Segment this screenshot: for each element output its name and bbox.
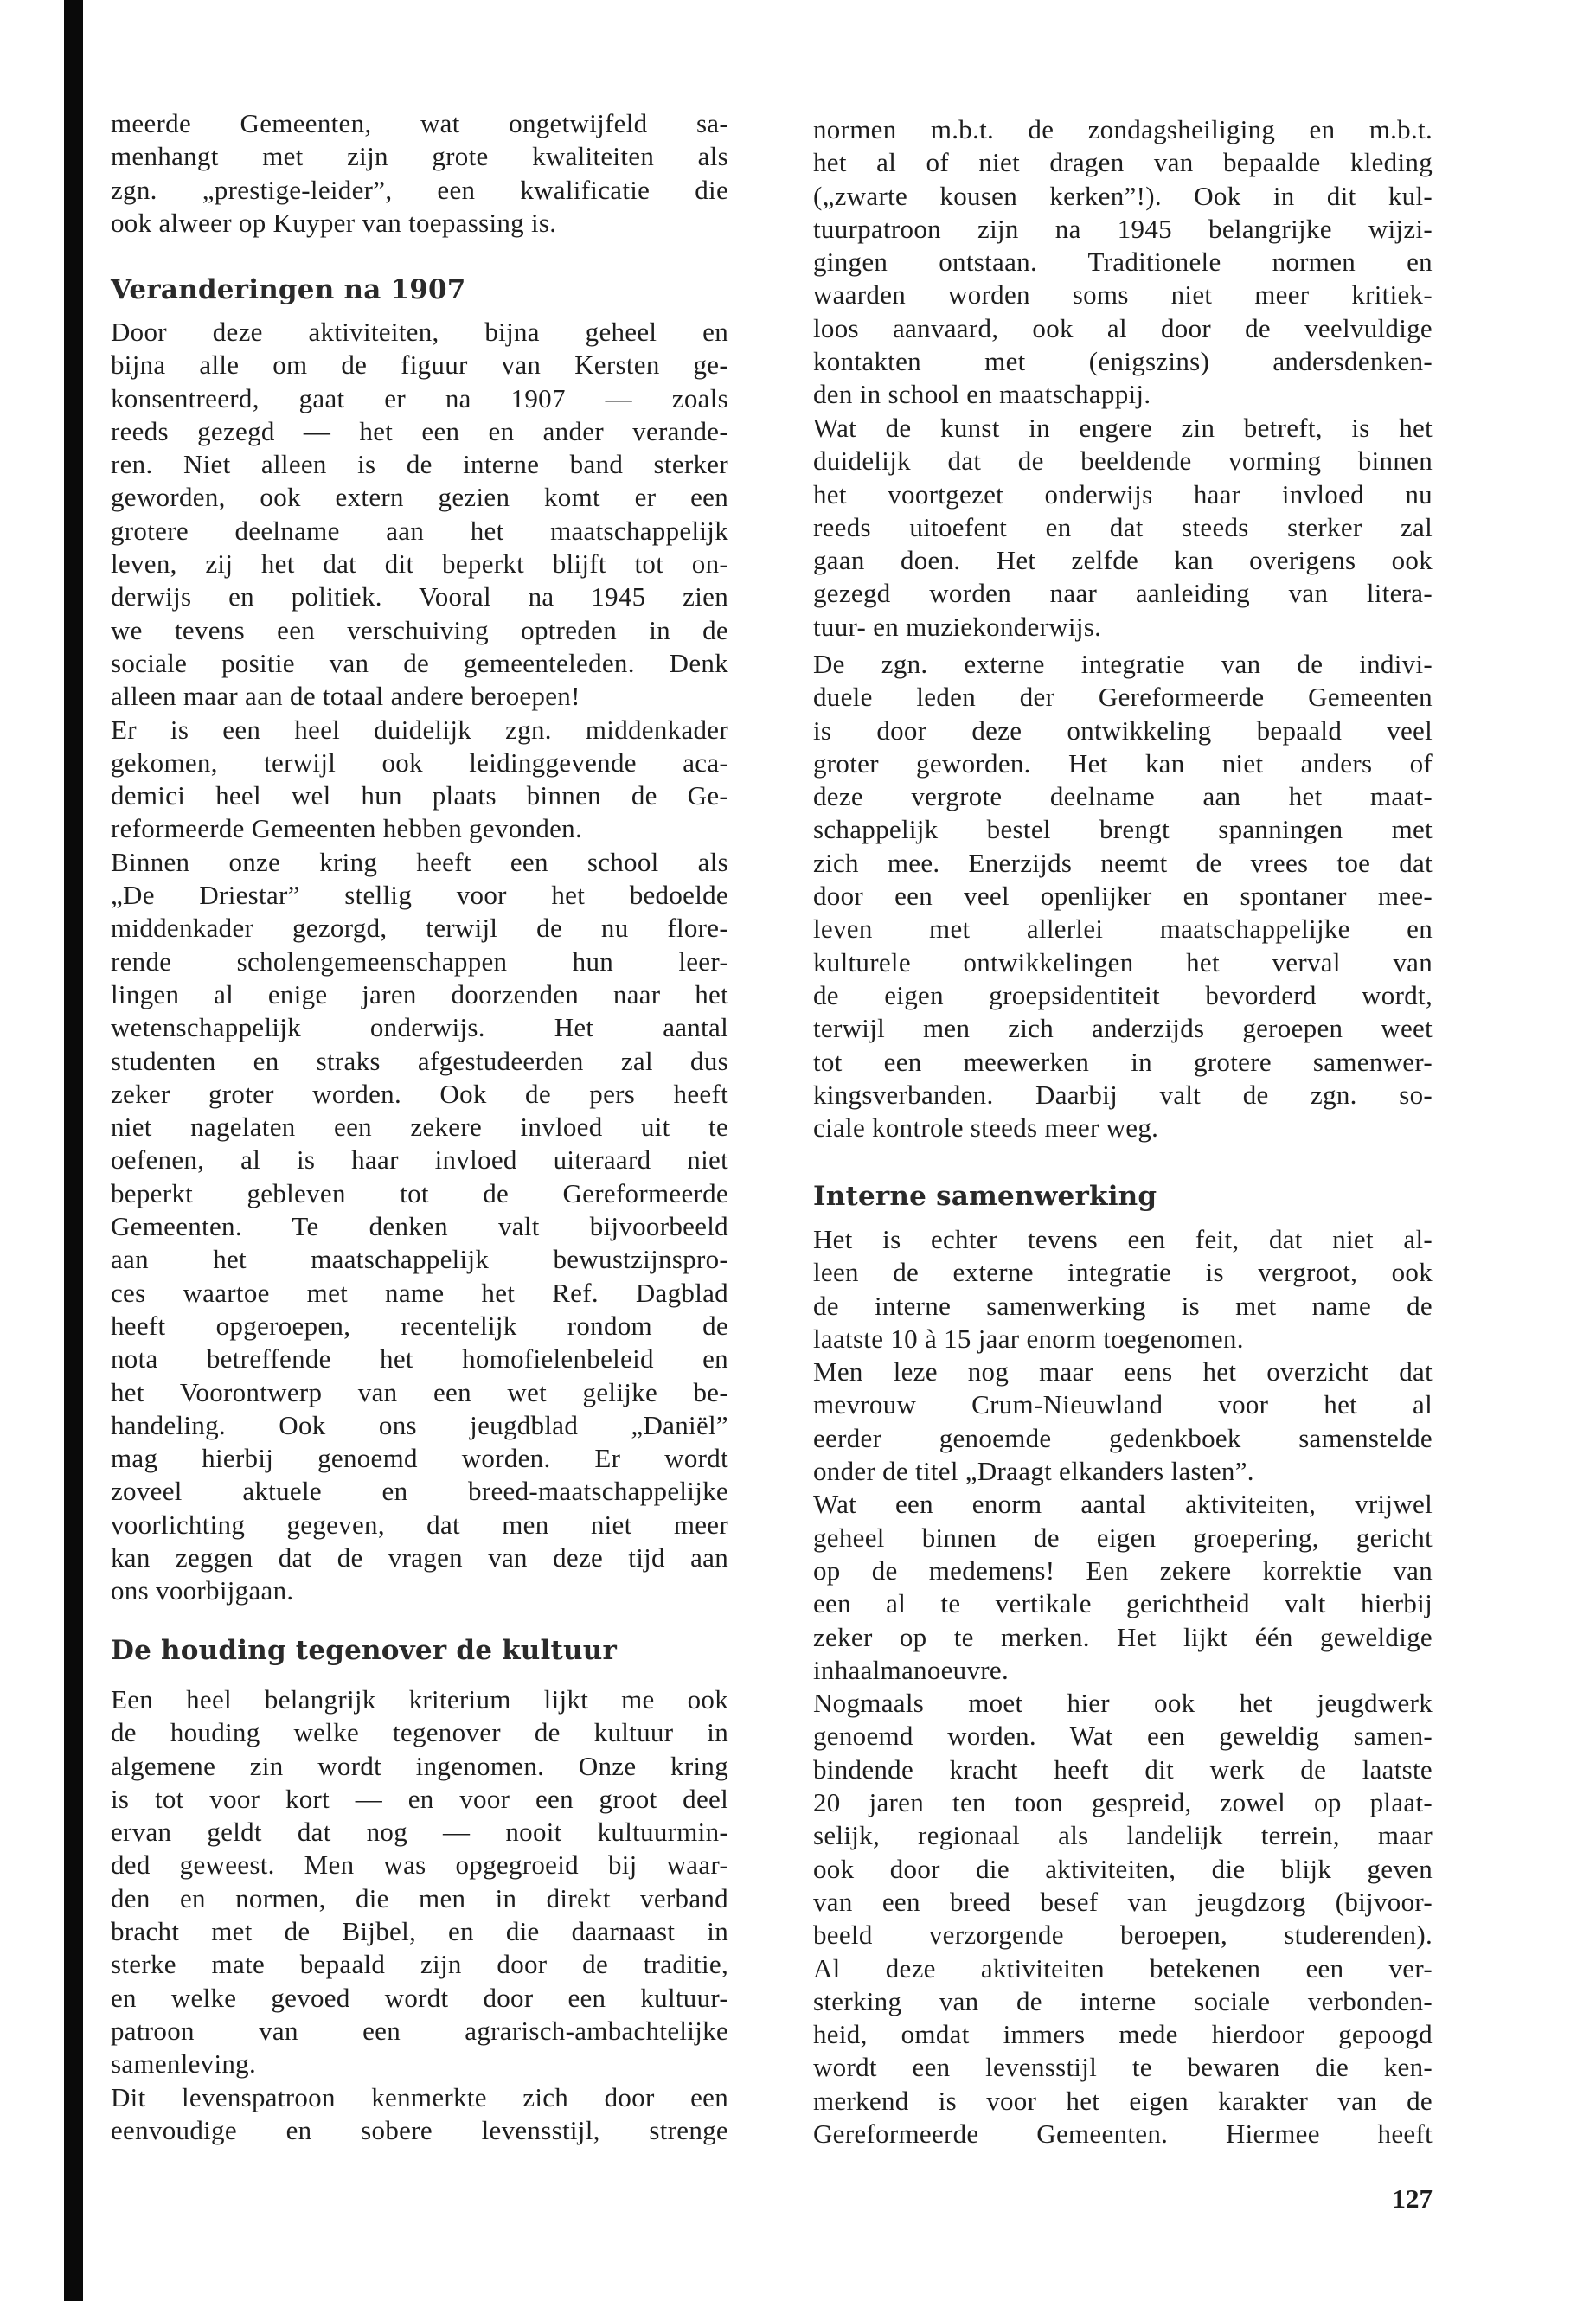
text-line: ons voorbijgaan. (111, 1575, 294, 1606)
text-line: de houding welke tegenover de kultuur in (111, 1717, 728, 1748)
text-line: mevrouw Crum-Nieuwland voor het al (813, 1389, 1433, 1420)
text-line: handeling. Ook ons jeugdblad „Daniël” (111, 1409, 728, 1440)
text-line: Al deze aktiviteiten betekenen een ver- (813, 1952, 1433, 1984)
text-line: groter geworden. Het kan niet anders of (813, 747, 1433, 779)
text-line: ded geweest. Men was opgegroeid bij waar- (111, 1849, 728, 1881)
text-line: een al te vertikale gerichtheid valt hierbij (813, 1588, 1433, 1619)
text-line: („zwarte kousen kerken”!). Ook in dit kul- (813, 180, 1433, 211)
right-para1-text (813, 113, 1433, 412)
text-line: „De Driestar” stellig voor het bedoelde (111, 880, 728, 911)
page-number: 127 (1392, 2183, 1433, 2214)
text-line: beeld verzorgende beroepen, studerenden). (813, 1920, 1433, 1951)
text-line: ook alweer op Kuyper van toepassing is. (111, 207, 557, 238)
text-line: konsentreerd, gaat er na 1907 — zoals (111, 382, 728, 413)
text-line: demici heel wel hun plaats binnen de Ge- (111, 780, 728, 811)
text-line: wordt een levensstijl te bewaren die ken- (813, 2052, 1433, 2083)
right-para3-text (813, 648, 1433, 1144)
paragraph (813, 1356, 1433, 1488)
text-line: gaan doen. Het zelfde kan overigens ook (813, 545, 1433, 576)
paragraph (111, 846, 728, 1608)
text-line: kingsverbanden. Daarbij valt de zgn. so- (813, 1079, 1433, 1110)
text-line: het Voorontwerp van een wet gelijke be- (111, 1376, 728, 1407)
text-line: zoveel aktuele en breed-maatschappelijke (111, 1476, 728, 1507)
text-line: algemene zin wordt ingenomen. Onze kring (111, 1750, 728, 1781)
left-intro-text (111, 107, 728, 240)
text-line: gingen ontstaan. Traditionele normen en (813, 247, 1433, 278)
text-line: inhaalmanoeuvre. (813, 1654, 1010, 1685)
text-line: sterking van de interne sociale verbonden- (813, 1985, 1433, 2016)
paragraph (111, 714, 728, 846)
text-line: tuur- en muziekonderwijs. (813, 611, 1102, 642)
text-line: voorlichting gegeven, dat men niet meer (111, 1509, 728, 1540)
text-line: Gereformeerde Gemeenten. Hiermee heeft (813, 2118, 1433, 2150)
text-line: nota betreffende het homofielenbeleid en (111, 1343, 728, 1375)
text-line: Het is echter tevens een feit, dat niet al- (813, 1224, 1433, 1254)
text-line: selijk, regionaal als landelijk terrein, maar (813, 1820, 1433, 1851)
text-line: zich mee. Enerzijds neemt de vrees toe dat (813, 847, 1433, 878)
text-line: ces waartoe met name het Ref. Dagblad (111, 1277, 728, 1308)
text-line: leven met allerlei maatschappelijke en (813, 913, 1433, 945)
paragraph (813, 1488, 1433, 1687)
text-line: en welke gevoed wordt door een kultuur- (111, 1982, 728, 2013)
paragraph (813, 113, 1433, 412)
text-line: den en normen, die men in direkt verband (111, 1882, 728, 1913)
text-line: terwijl men zich anderzijds geroepen weet (813, 1013, 1433, 1044)
paragraph (111, 1683, 728, 2081)
text-line: waarden worden soms niet meer kritiek- (813, 279, 1433, 311)
text-line: sociale positie van de gemeenteleden. Denk (111, 647, 728, 678)
text-line: samenleving. (111, 2048, 257, 2080)
text-line: van een breed besef van jeugdzorg (bijvoor- (813, 1886, 1433, 1917)
text-line: patroon van een agrarisch-ambachtelijke (111, 2015, 728, 2046)
text-line: rende scholengemeenschappen hun leer- (111, 945, 728, 977)
text-line: Men leze nog maar eens het overzicht dat (813, 1356, 1433, 1388)
left-section2-text (111, 1683, 728, 2147)
text-line: Dit levenspatroon kenmerkte zich door een (111, 2081, 728, 2112)
text-line: normen m.b.t. de zondagsheiliging en m.b.t. (813, 114, 1433, 144)
text-line: zeker groter worden. Ook de pers heeft (111, 1078, 728, 1109)
text-line: heid, omdat immers mede hierdoor gepoogd (813, 2019, 1433, 2050)
right-para2-text (813, 412, 1433, 644)
text-line: ren. Niet alleen is de interne band sterker (111, 449, 728, 480)
text-line: het voortgezet onderwijs haar invloed nu (813, 478, 1433, 510)
text-line: eenvoudige en sobere levensstijl, strenge (111, 2114, 728, 2145)
text-line: bindende kracht heeft dit werk de laatste (813, 1753, 1433, 1785)
text-line: ook door die aktiviteiten, die blijk geven (813, 1853, 1433, 1884)
text-line: door een veel openlijker en spontaner mee- (813, 881, 1433, 912)
text-line: reeds uitoefent en dat steeds sterker zal (813, 511, 1433, 542)
paragraph (813, 1223, 1433, 1356)
text-line: Binnen onze kring heeft een school als (111, 846, 728, 877)
left-section1-text (111, 316, 728, 1608)
text-line: ervan geldt dat nog — nooit kultuurmin- (111, 1817, 728, 1848)
text-line: ciale kontrole steeds meer weg. (813, 1112, 1159, 1144)
text-line: reeds gezegd — het een en ander verande- (111, 415, 728, 446)
text-line: geheel binnen de eigen groepering, gericht (813, 1522, 1433, 1553)
paragraph (111, 2081, 728, 2148)
text-line: lingen al enige jaren doorzenden naar het (111, 978, 728, 1009)
heading-houding-kultuur: De houding tegenover de kultuur (111, 1635, 618, 1666)
text-line: loos aanvaard, ook al door de veelvuldige (813, 312, 1433, 343)
text-line: zeker op te merken. Het lijkt één geweldige (813, 1621, 1433, 1652)
text-line: beperkt gebleven tot de Gereformeerde (111, 1177, 728, 1208)
text-line: merkend is voor het eigen karakter van de (813, 2085, 1433, 2116)
text-line: grotere deelname aan het maatschappelijk (111, 515, 728, 546)
text-line: derwijs en politiek. Vooral na 1945 zien (111, 581, 728, 612)
text-line: middenkader gezorgd, terwijl de nu flore- (111, 913, 728, 944)
text-line: is door deze ontwikkeling bepaald veel (813, 715, 1433, 746)
text-line: leven, zij het dat dit beperkt blijft tot on- (111, 548, 728, 580)
text-line: onder de titel „Draagt elkanders lasten”. (813, 1456, 1254, 1487)
text-line: studenten en straks afgestudeerden zal dus (111, 1045, 728, 1076)
text-line: we tevens een verschuiving optreden in de (111, 614, 728, 645)
text-line: gezegd worden naar aanleiding van litera- (813, 578, 1433, 609)
text-line: den in school en maatschappij. (813, 379, 1151, 410)
text-line: schappelijk bestel brengt spanningen met (813, 814, 1433, 845)
text-line: zgn. „prestige-leider”, een kwalificatie die (111, 174, 728, 205)
text-line: duidelijk dat de beeldende vorming binnen (813, 445, 1433, 477)
text-line: Wat de kunst in engere zin betreft, is het (813, 413, 1433, 443)
heading-veranderingen: Veranderingen na 1907 (111, 274, 466, 305)
paragraph (813, 412, 1433, 644)
paragraph (111, 107, 728, 240)
text-line: eerder genoemde gedenkboek samenstelde (813, 1422, 1433, 1453)
text-line: kulturele ontwikkelingen het verval van (813, 946, 1433, 977)
text-line: Nogmaals moet hier ook het jeugdwerk (813, 1688, 1433, 1719)
text-line: Een heel belangrijk kriterium lijkt me ook (111, 1684, 728, 1715)
text-line: tuurpatroon zijn na 1945 belangrijke wijzi- (813, 213, 1433, 244)
text-line: deze vergrote deelname aan het maat- (813, 781, 1433, 812)
paragraph (813, 648, 1433, 1144)
text-line: reformeerde Gemeenten hebben gevonden. (111, 813, 583, 844)
text-line: sterke mate bepaald zijn door de traditie, (111, 1949, 728, 1980)
text-line: duele leden der Gereformeerde Gemeenten (813, 682, 1433, 713)
text-line: het al of niet dragen van bepaalde kleding (813, 147, 1433, 178)
right-section3-text (813, 1223, 1433, 2150)
text-line: alleen maar aan de totaal andere beroepen! (111, 681, 580, 712)
text-line: bracht met de Bijbel, en die daarnaast in (111, 1916, 728, 1947)
text-line: heeft opgeroepen, recentelijk rondom de (111, 1310, 728, 1341)
text-line: geworden, ook extern gezien komt er een (111, 482, 728, 513)
text-line: mag hierbij genoemd worden. Er wordt (111, 1443, 728, 1474)
text-line: oefenen, al is haar invloed uiteraard niet (111, 1144, 728, 1176)
text-line: aan het maatschappelijk bewustzijnspro- (111, 1244, 728, 1275)
text-line: de interne samenwerking is met name de (813, 1290, 1433, 1321)
paragraph (111, 316, 728, 714)
text-line: De zgn. externe integratie van de indivi- (813, 649, 1433, 679)
scan-edge-bar (64, 0, 83, 2301)
text-line: Door deze aktiviteiten, bijna geheel en (111, 317, 728, 347)
text-line: 20 jaren ten toon gespreid, zowel op plaat- (813, 1787, 1433, 1818)
text-line: Gemeenten. Te denken valt bijvoorbeeld (111, 1211, 728, 1242)
text-line: Wat een enorm aantal aktiviteiten, vrijwel (813, 1489, 1433, 1520)
text-line: genoemd worden. Wat een geweldig samen- (813, 1721, 1433, 1752)
text-line: laatste 10 à 15 jaar enorm toegenomen. (813, 1323, 1244, 1354)
text-line: menhangt met zijn grote kwaliteiten als (111, 141, 728, 172)
text-line: bijna alle om de figuur van Kersten ge- (111, 349, 728, 381)
heading-interne-samenwerking: Interne samenwerking (813, 1181, 1157, 1212)
text-line: op de medemens! Een zekere korrektie van (813, 1554, 1433, 1586)
paragraph (813, 1687, 1433, 2150)
text-line: is tot voor kort — en voor een groot deel (111, 1783, 728, 1814)
text-line: kan zeggen dat de vragen van deze tijd aan (111, 1541, 728, 1573)
text-line: de eigen groepsidentiteit bevorderd wordt, (813, 979, 1433, 1010)
text-line: niet nagelaten een zekere invloed uit te (111, 1112, 728, 1143)
text-line: wetenschappelijk onderwijs. Het aantal (111, 1012, 728, 1043)
text-line: leen de externe integratie is vergroot, ook (813, 1257, 1433, 1288)
text-line: gekomen, terwijl ook leidinggevende aca- (111, 747, 728, 778)
text-line: tot een meewerken in grotere samenwer- (813, 1046, 1433, 1077)
text-line: Er is een heel duidelijk zgn. middenkader (111, 714, 728, 745)
text-line: meerde Gemeenten, wat ongetwijfeld sa- (111, 108, 728, 138)
text-line: kontakten met (enigszins) andersdenken- (813, 346, 1433, 377)
